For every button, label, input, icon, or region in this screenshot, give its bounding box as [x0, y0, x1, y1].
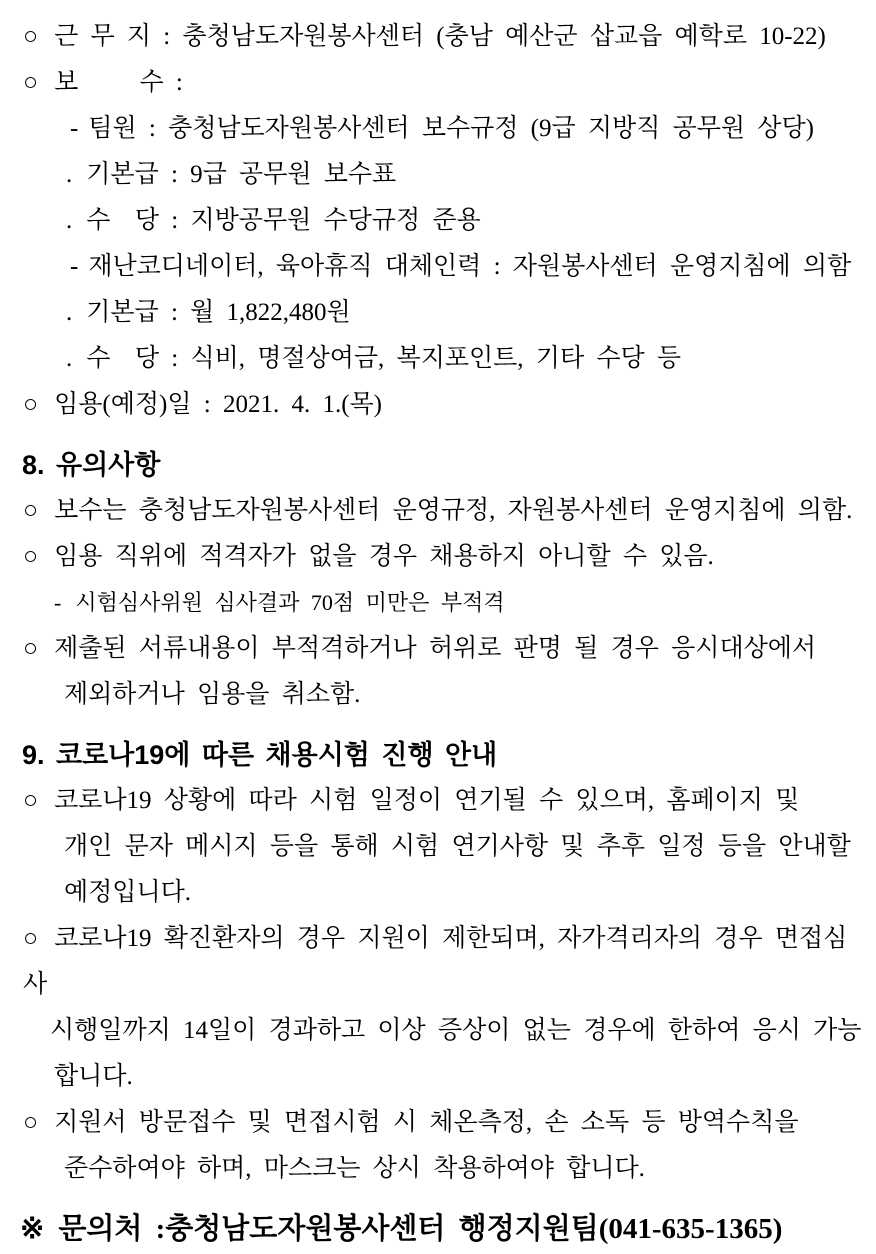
covid-hygiene-text: 지원서 방문접수 및 면접시험 시 체온측정, 손 소독 등 방역수칙을 [54, 1109, 799, 1136]
dot-bullet: . [66, 161, 73, 188]
salary-label-line [8, 60, 868, 106]
disqualification-note-continuation-text: 제외하거나 임용을 취소함. [64, 681, 361, 708]
appointment-date-text: 임용(예정)일 : 2021. 4. 1.(목) [54, 391, 383, 418]
dot-bullet: . [66, 207, 73, 234]
reference-mark: ※ [20, 1213, 45, 1245]
fail-criteria-note-text: 시험심사위원 심사결과 70점 미만은 부적격 [75, 590, 505, 615]
appointment-date-line [8, 382, 868, 428]
covid-hygiene-line [8, 1100, 868, 1146]
circle-bullet: ○ [23, 23, 39, 50]
covid-schedule-text: 코로나19 상황에 따라 시험 일정이 연기될 수 있으며, 홈페이지 및 [54, 787, 800, 814]
allowance-items-line [8, 336, 868, 382]
covid-restriction-continuation-1 [8, 1008, 868, 1054]
allowance-items-text: 수 당 : 식비, 명절상여금, 복지포인트, 기타 수당 등 [86, 345, 682, 372]
dash-bullet: - [70, 253, 79, 280]
covid-schedule-continuation-1-text: 개인 문자 메시지 등을 통해 시험 연기사항 및 추후 일정 등을 안내할 [64, 833, 851, 860]
no-hire-note-line [8, 534, 868, 580]
disqualification-note-line [8, 626, 868, 672]
covid-schedule-continuation-2-text: 예정입니다. [64, 879, 192, 906]
salary-regulation-note-text: 보수는 충청남도자원봉사센터 운영규정, 자원봉사센터 운영지침에 의함. [54, 497, 853, 524]
disqualification-note-text: 제출된 서류내용이 부적격하거나 허위로 판명 될 경우 응시대상에서 [54, 635, 817, 662]
salary-regulation-note-line [8, 488, 868, 534]
circle-bullet: ○ [23, 391, 39, 418]
dot-bullet: . [66, 299, 73, 326]
base-pay-grade9-line [8, 152, 868, 198]
circle-bullet: ○ [23, 787, 39, 814]
disqualification-note-continuation [8, 672, 868, 718]
circle-bullet: ○ [23, 69, 39, 96]
disaster-coordinator-line [8, 244, 868, 290]
allowance-rule-line [8, 198, 868, 244]
salary-label-text: 보 수 : [54, 69, 183, 96]
base-pay-monthly-text: 기본급 : 월 1,822,480원 [86, 299, 351, 326]
circle-bullet: ○ [23, 635, 39, 662]
allowance-rule-text: 수 당 : 지방공무원 수당규정 준용 [86, 207, 481, 234]
base-pay-monthly-line [8, 290, 868, 336]
no-hire-note-text: 임용 직위에 적격자가 없을 경우 채용하지 아니할 수 있음. [54, 543, 714, 570]
salary-team-member-text: 팀원 : 충청남도자원봉사센터 보수규정 (9급 지방직 공무원 상당) [88, 115, 814, 142]
base-pay-grade9-text: 기본급 : 9급 공무원 보수표 [86, 161, 397, 188]
covid-restriction-line [8, 916, 868, 1008]
contact-info-line [8, 1204, 868, 1254]
circle-bullet: ○ [23, 543, 39, 570]
circle-bullet: ○ [23, 1109, 39, 1136]
section-9-heading: 9. 코로나19에 따른 채용시험 진행 안내 [22, 740, 498, 770]
covid-hygiene-continuation [8, 1146, 868, 1192]
covid-schedule-continuation-1 [8, 824, 868, 870]
covid-restriction-continuation-2-text: 합니다. [54, 1063, 133, 1090]
covid-hygiene-continuation-text: 준수하여야 하며, 마스크는 상시 착용하여야 합니다. [64, 1155, 645, 1182]
dash-bullet: - [70, 115, 79, 142]
covid-restriction-continuation-1-text: 시행일까지 14일이 경과하고 이상 증상이 없는 경우에 한하여 응시 가능 [50, 1017, 862, 1044]
covid-restriction-continuation-2 [8, 1054, 868, 1100]
dash-bullet: - [54, 590, 62, 615]
section-8-heading: 8. 유의사항 [22, 450, 161, 480]
work-location-text: 근 무 지 : 충청남도자원봉사센터 (충남 예산군 삽교읍 예학로 10-22) [54, 23, 826, 50]
covid-schedule-line [8, 778, 868, 824]
disaster-coordinator-text: 재난코디네이터, 육아휴직 대체인력 : 자원봉사센터 운영지침에 의함 [88, 253, 852, 280]
dot-bullet: . [66, 345, 73, 372]
covid-schedule-continuation-2 [8, 870, 868, 916]
circle-bullet: ○ [23, 497, 39, 524]
contact-info-text: 문의처 :충청남도자원봉사센터 행정지원팀(041-635-1365) [58, 1213, 783, 1245]
circle-bullet: ○ [23, 925, 39, 952]
work-location-line [8, 14, 868, 60]
fail-criteria-note-line [8, 580, 868, 626]
covid-restriction-text: 코로나19 확진환자의 경우 지원이 제한되며, 자가격리자의 경우 면접심사 [23, 925, 848, 998]
salary-team-member-line [8, 106, 868, 152]
